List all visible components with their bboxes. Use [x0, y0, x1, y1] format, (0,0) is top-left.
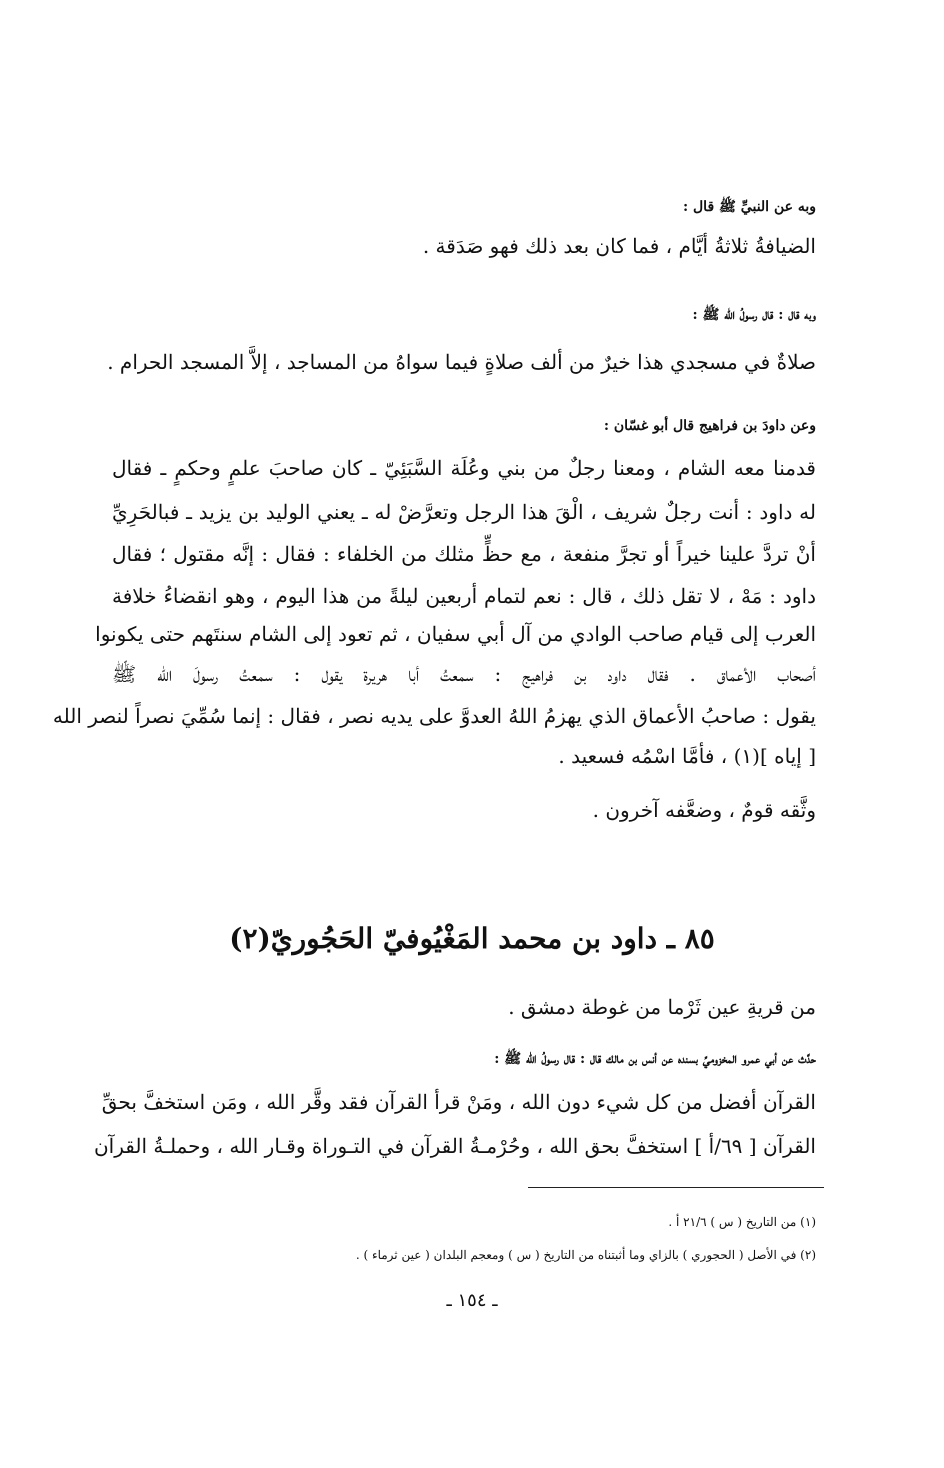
footnote-1: (١) من التاريخ ( س ) ٢١/٦ أ . — [668, 1215, 816, 1229]
hadith-2-text: صلاةٌ في مسجدي هذا خيرٌ من ألف صلاةٍ فيما سواهُ من المساجد ، إلاَّ المسجد الحرام . — [107, 350, 816, 374]
footnote-2: (٢) في الأصل ( الحجوري ) بالزاي وما أثبتناه من التاريخ ( س ) ومعجم البلدان ( عين ثرماء ) . — [355, 1248, 816, 1262]
narration-line: أصحاب الأعماق . فقال داود بن فراهيج : سمعتُ أبا هريرة يقول : سمعتُ رسولَ الله ﷺ — [112, 662, 816, 686]
narration-closing: وثَّقه قومٌ ، وضعَّفه آخرون . — [592, 798, 816, 822]
hadith-1-intro: وبه عن النبيِّ ﷺ قال : — [682, 199, 816, 215]
page-number: ـ ١٥٤ ـ — [446, 1290, 498, 1311]
section-title: ٨٥ ـ داود بن محمد المَغْيُوفيّ الحَجُوريّ(٢) — [229, 922, 715, 955]
narration-intro: وعن داودَ بن فراهيج قال أبو غسّان : — [603, 418, 816, 434]
footnote-divider — [528, 1187, 824, 1188]
narration-line: أنْ تردَّ علينا خيراً أو تجرَّ منفعة ، مع حظٍّ مثلك من الخلفاء : فقال : إنَّه مقتول ؛ فقال — [112, 542, 816, 566]
hadith-2-intro: وبه قال : قال رسولُ الله ﷺ : — [692, 307, 816, 323]
hadith-1-text: الضيافةُ ثلاثةُ أيَّام ، فما كان بعد ذلك فهو صَدَقة . — [422, 234, 816, 258]
narration-line: داود : مَهْ ، لا تقل ذلك ، قال : نعم لتمام أربعين ليلةً من هذا اليوم ، وهو انقضاءُ خلافة — [112, 584, 816, 608]
narration-line: قدمنا معه الشام ، ومعنا رجلٌ من بني وعُلَة السَّبَئِيّ ـ كان صاحبَ علمٍ وحكمٍ ـ فقال — [112, 456, 816, 480]
biography-hadith-intro: حدَّث عن أبي عمرو المخزوميِّ بسنده عن أنس بن مالك قال : قال رسولُ الله ﷺ : — [494, 1051, 816, 1067]
narration-line: له داود : أنت رجلٌ شريف ، الْقَ هذا الرجل وتعرَّضْ له ـ يعني الوليد بن يزيد ـ فبالحَرِيِّ — [112, 500, 816, 524]
narration-line: العرب إلى قيام صاحب الوادي من آل أبي سفيان ، ثم تعود إلى الشام سنتَهم حتى يكونوا — [95, 622, 816, 646]
biography-origin: من قريةِ عين ثَرْما من غوطة دمشق . — [508, 995, 816, 1019]
biography-line: القرآن [ ٦٩/أ ] استخفَّ بحق الله ، وحُرْمـةُ القرآن في التـوراة وقـار الله ، وحملـةُ القرآن — [93, 1134, 816, 1158]
narration-line: يقول : صاحبُ الأعماق الذي يهزمُ اللهُ العدوَّ على يديه نصر ، فقال : إنما سُمِّيَ نصراً لنصر الله — [52, 704, 816, 728]
narration-line: [ إياه ](١) ، فأمَّا اسْمُه فسعيد . — [558, 744, 816, 768]
biography-line: القرآن أفضل من كل شيء دون الله ، ومَنْ قرأ القرآن فقد وقَّر الله ، ومَن استخفَّ بحقِّ — [101, 1090, 816, 1114]
